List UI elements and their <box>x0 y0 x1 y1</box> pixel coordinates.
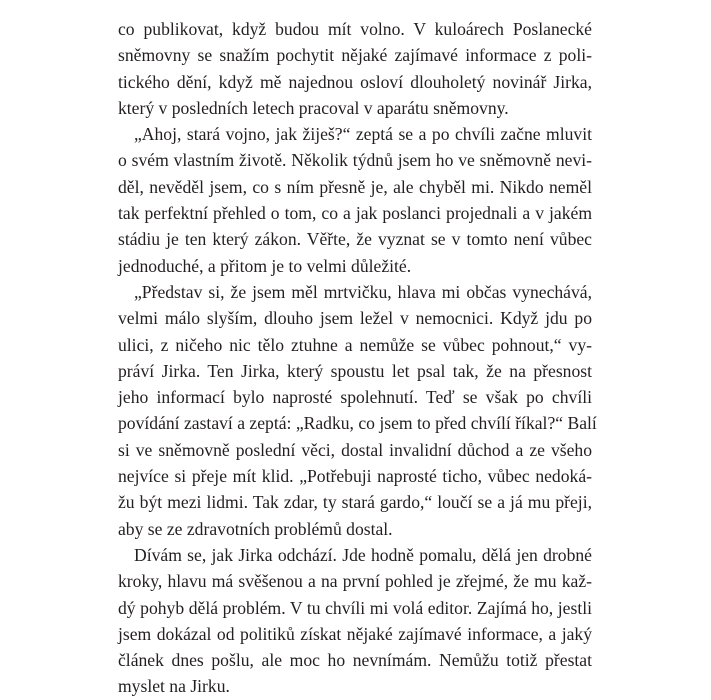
text-line: jednoduché, a přitom je to velmi důležité. <box>118 255 412 276</box>
text-line: kroky, hlavu má svěšenou a na první pohled je zřejmé, že mu kaž- <box>118 571 592 592</box>
text-line: „Ahoj, stará vojno, jak žiješ?“ zeptá se a po chvíli začne mluvit <box>134 124 592 145</box>
text-line: velmi málo slyším, dlouho jsem ležel v nemocnici. Když jdu po <box>118 308 592 329</box>
text-line: co publikovat, když budou mít volno. V kuloárech Poslanecké <box>118 19 592 39</box>
paragraph-4 <box>118 542 592 700</box>
text-line: který v posledních letech pracoval v aparátu sněmovny. <box>118 97 509 118</box>
text-line: tak perfektní přehled o tom, co a jak poslanci projednali a v jakém <box>118 203 592 224</box>
text-line: „Představ si, že jsem měl mrtvičku, hlava mi občas vynechává, <box>134 281 592 302</box>
text-line: sněmovny se snažím pochytit nějaké zajímavé informace z poli- <box>118 45 592 66</box>
text-line: jeho informací bylo naprosté spolehnutí. Teď se však po chvíli <box>118 387 592 408</box>
text-line: práví Jirka. Ten Jirka, který spoustu let psal tak, že na přesnost <box>118 360 592 381</box>
text-line: tického dění, když mě najednou osloví dlouholetý novinář Jirka, <box>118 71 592 92</box>
text-line: jsem dokázal od politiků získat nějaké zajímavé informace, a jaký <box>118 623 592 644</box>
text-line: dý pohyb dělá problém. V tu chvíli mi volá editor. Zajímá ho, jestli <box>118 597 592 618</box>
text-line: článek dnes pošlu, ale moc ho nevnímám. Nemůžu totiž přestat <box>118 650 592 671</box>
paragraph-3 <box>118 279 597 542</box>
text-line: ulici, z ničeho nic tělo ztuhne a nemůže se vůbec pohnout,“ vy- <box>118 334 592 355</box>
paragraph-2 <box>118 121 592 279</box>
text-line: si ve sněmovně poslední věci, dostal invalidní důchod a ze všeho <box>118 439 592 460</box>
text-line: aby se ze zdravotních problémů dostal. <box>118 518 393 539</box>
text-line: myslet na Jirku. <box>118 676 230 697</box>
text-line: o svém vlastním životě. Několik týdnů jsem ho ve sněmovně nevi- <box>118 150 592 171</box>
text-line: děl, nevěděl jsem, co s ním přesně je, ale chyběl mi. Nikdo neměl <box>118 176 592 197</box>
paragraph-1 <box>118 16 592 121</box>
text-line: žu být mezi lidmi. Tak zdar, ty stará gardo,“ loučí se a já mu přeji, <box>118 492 592 513</box>
text-line: stádiu je ten který zákon. Věřte, že vyznat se v tomto není vůbec <box>118 229 592 250</box>
book-page-text <box>118 16 597 700</box>
text-line: Dívám se, jak Jirka odchází. Jde hodně pomalu, dělá jen drobné <box>134 544 592 565</box>
text-line: povídání zastaví a zeptá: „Radku, co jsem to před chvílí říkal?“ Balí <box>118 413 597 434</box>
text-line: nejvíce si přeje mít klid. „Potřebuji naprosté ticho, vůbec nedoká- <box>118 466 592 487</box>
